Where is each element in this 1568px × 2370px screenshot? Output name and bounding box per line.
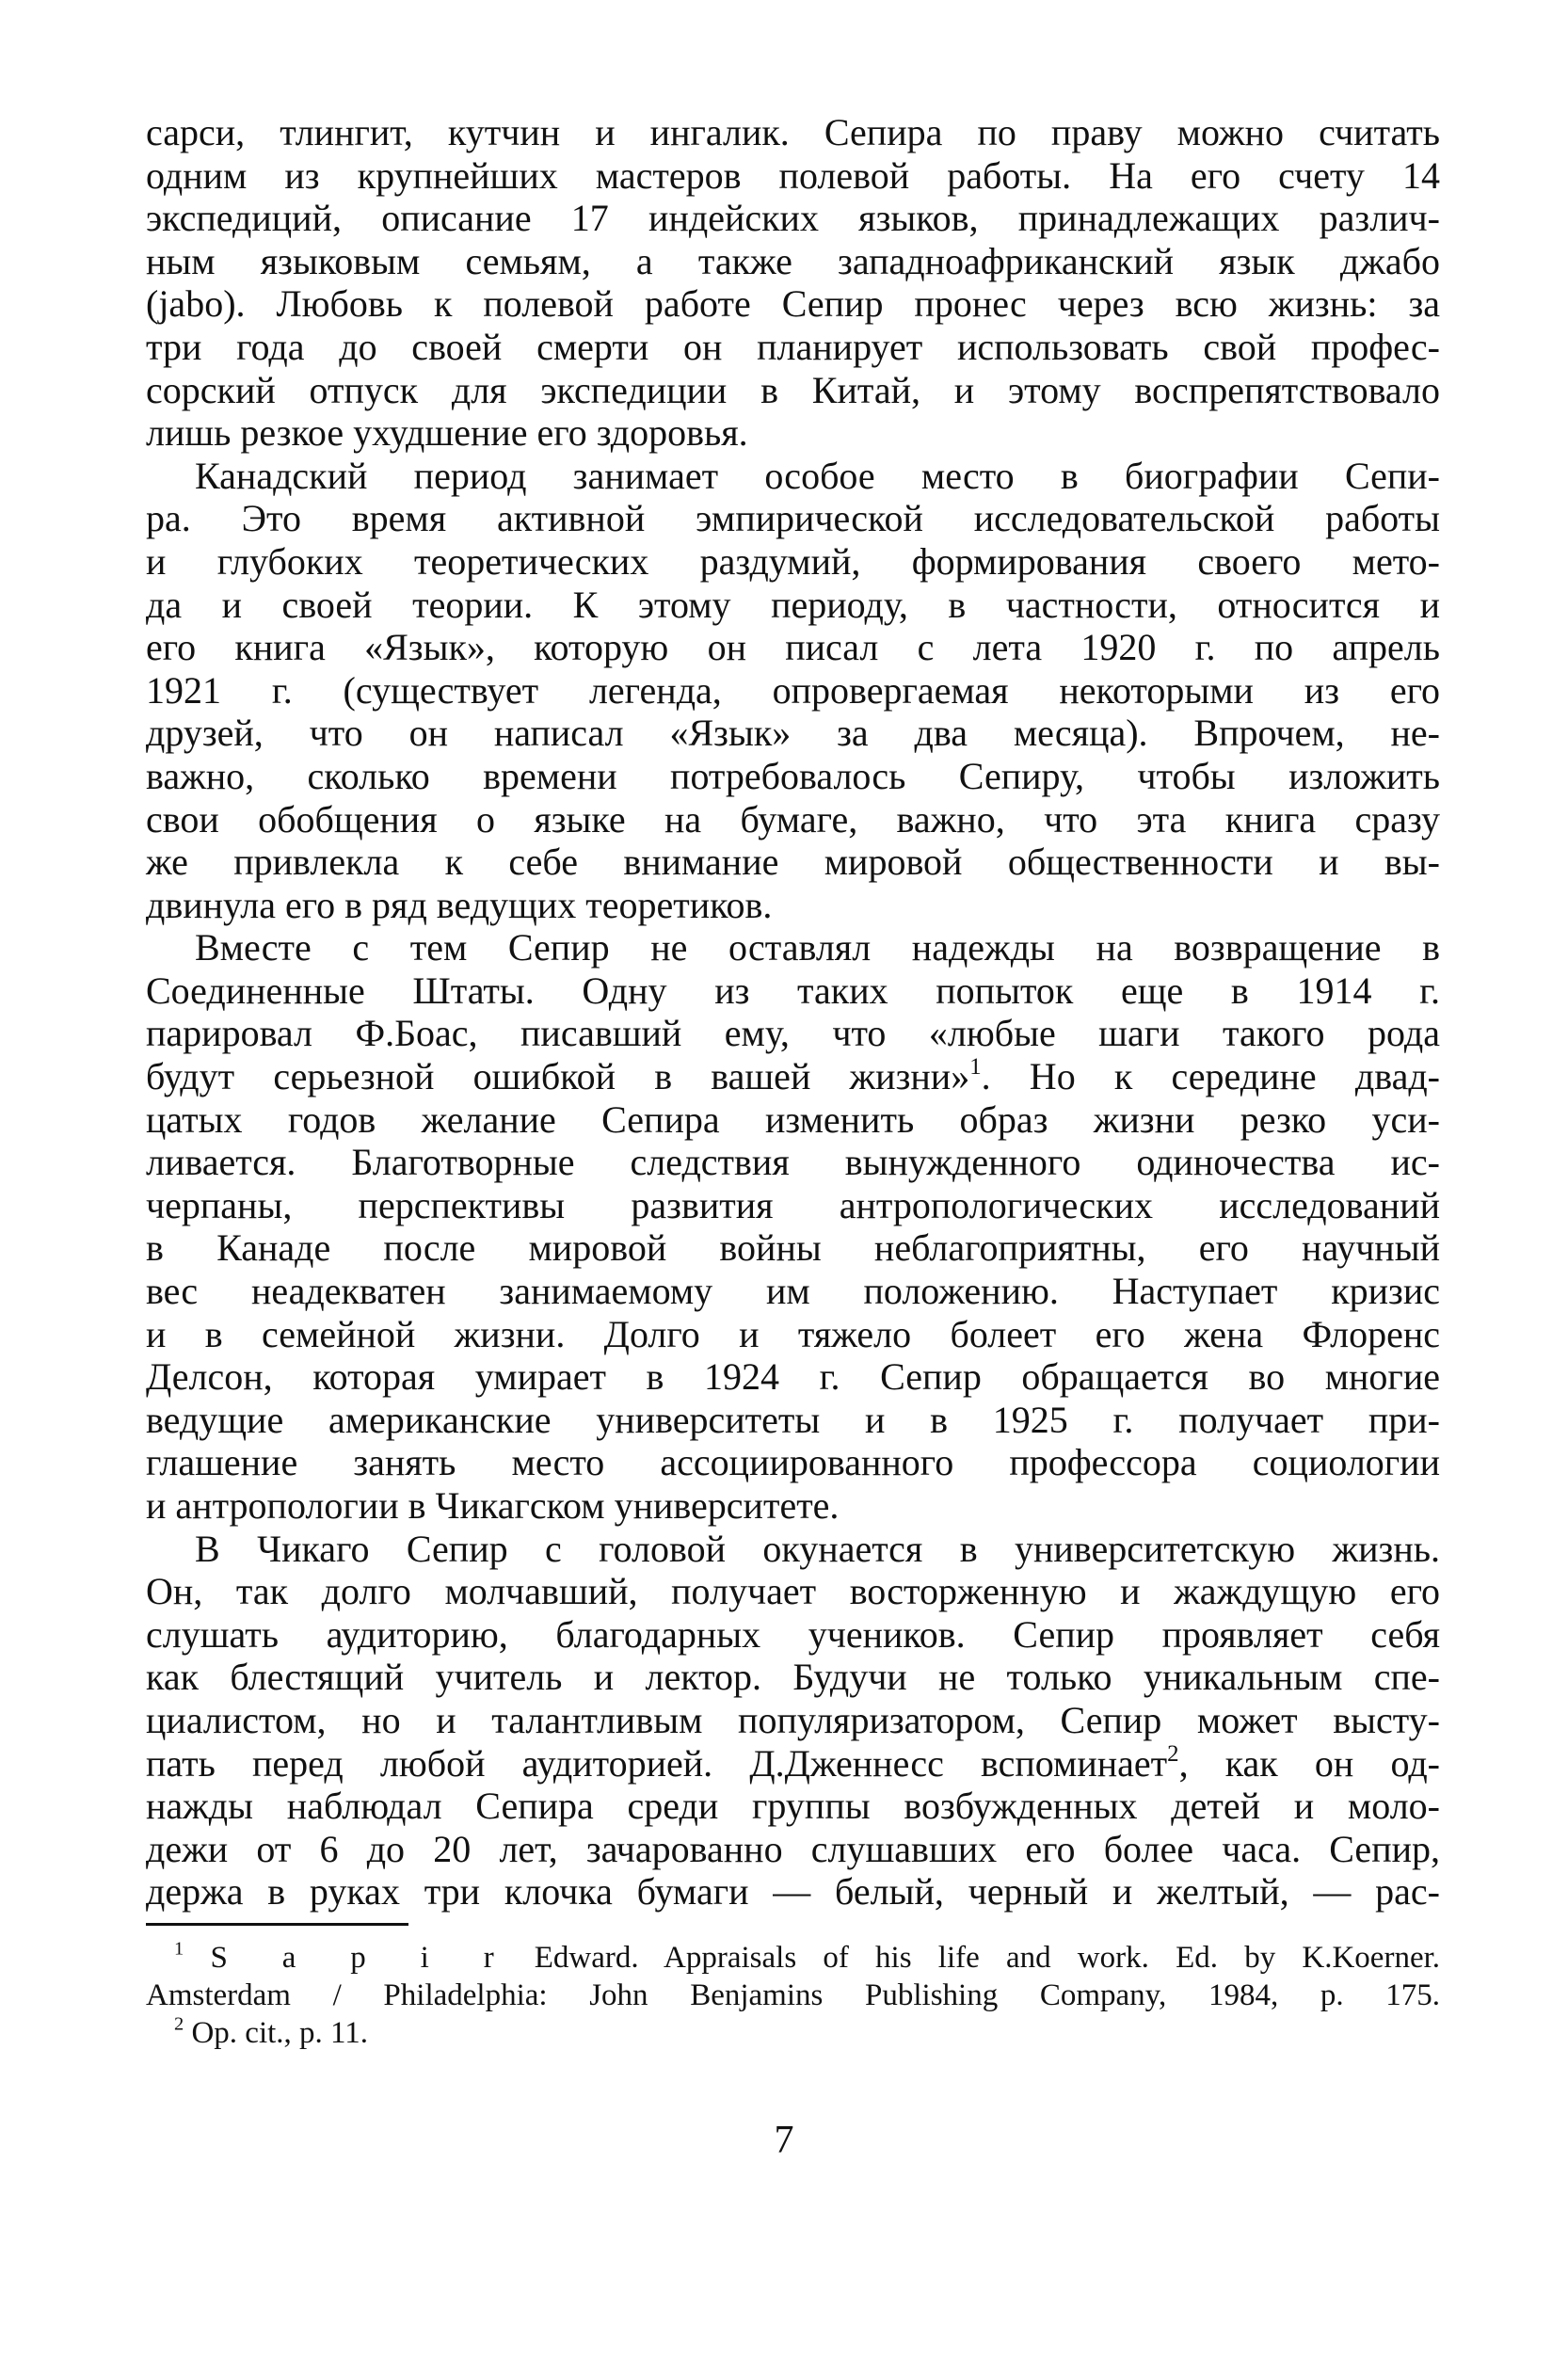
- text-line: нажды наблюдал Сепира среди группы возбужденных детей и моло-: [146, 1785, 1440, 1828]
- footnote-divider: [146, 1923, 408, 1926]
- footnote-mark: 1: [174, 1938, 184, 1960]
- footnote-ref-2: 2: [1167, 1740, 1179, 1767]
- text-line: дежи от 6 до 20 лет, зачарованно слушавших его более часа. Сепир,: [146, 1827, 1440, 1870]
- text-line: (jabo). Любовь к полевой работе Сепир пронес через всю жизнь: за: [146, 282, 1440, 326]
- text-line: в Канаде после мировой войны неблагоприятны, его научный: [146, 1226, 1440, 1270]
- text-line: вес неадекватен занимаемому им положению. Наступает кризис: [146, 1270, 1440, 1313]
- text-line: экспедиций, описание 17 индейских языков, принадлежащих различ-: [146, 197, 1440, 240]
- text-line: парировал Ф.Боас, писавший ему, что «любые шаги такого рода: [146, 1012, 1440, 1055]
- footnote-text: Op. cit., p. 11.: [184, 2016, 369, 2050]
- text-line: и в семейной жизни. Долго и тяжело болеет его жена Флоренс: [146, 1312, 1440, 1355]
- paragraph-start-line: Канадский период занимает особое место в биографии Сепи-: [195, 454, 1440, 497]
- text-line: Он, так долго молчавший, получает восторженную и жаждущую его: [146, 1570, 1440, 1613]
- text-line: как блестящий учитель и лектор. Будучи не только уникальным спе-: [146, 1656, 1440, 1699]
- text-line: 1921 г. (существует легенда, опровергаемая некоторыми из его: [146, 668, 1440, 712]
- text-line: слушать аудиторию, благодарных учеников. Сепир проявляет себя: [146, 1612, 1440, 1656]
- footnote-text: Edward. Appraisals of his life and work. Ed. by K.Koerner.: [507, 1941, 1441, 1975]
- text-line: три года до своей смерти он планирует использовать свой профес-: [146, 325, 1440, 368]
- text-line: да и своей теории. К этому периоду, в частности, относится и: [146, 583, 1440, 626]
- text-segment: , как он од-: [1178, 1741, 1440, 1785]
- text-line: одним из крупнейших мастеров полевой работы. На его счету 14: [146, 153, 1440, 197]
- footnote-2: [146, 2014, 1440, 2052]
- text-line: свои обобщения о языке на бумаге, важно, что эта книга сразу: [146, 797, 1440, 841]
- text-line: черпаны, перспективы развития антропологических исследований: [146, 1183, 1440, 1226]
- text-line: его книга «Язык», которую он писал с лета 1920 г. по апрель: [146, 626, 1440, 669]
- text-line: сарси, тлингит, кутчин и ингалик. Сепира по праву можно считать: [146, 111, 1440, 153]
- text-line: ра. Это время активной эмпирической исследовательской работы: [146, 497, 1440, 540]
- footnotes: [146, 1939, 1440, 2052]
- text-line: ливается. Благотворные следствия вынужденного одиночества ис-: [146, 1141, 1440, 1184]
- text-line-with-footnote: [146, 1742, 1440, 1786]
- text-segment: . Но к середине двад-: [981, 1055, 1440, 1098]
- text-line: важно, сколько времени потребовалось Сепиру, чтобы изложить: [146, 754, 1440, 797]
- text-line: циалистом, но и талантливым популяризатором, Сепир может высту-: [146, 1698, 1440, 1741]
- text-line: глашение занять место ассоциированного профессора социологии: [146, 1441, 1440, 1484]
- footnote-ref-1: 1: [969, 1053, 982, 1080]
- text-line: ным языковым семьям, а также западноафриканский язык джабо: [146, 239, 1440, 282]
- footnote-mark: 2: [174, 2013, 184, 2035]
- text-line: ведущие американские университеты и в 1925 г. получает при-: [146, 1398, 1440, 1441]
- footnote-1: [146, 1939, 1440, 1977]
- paragraph-start-line: Вместе с тем Сепир не оставлял надежды на возвращение в: [195, 926, 1440, 969]
- text-segment: будут серьезной ошибкой в вашей жизни»: [146, 1055, 970, 1098]
- text-line: цатых годов желание Сепира изменить образ жизни резко уси-: [146, 1097, 1440, 1141]
- footnote-author: S a p i r: [210, 1941, 508, 1975]
- text-line: друзей, что он написал «Язык» за два месяца). Впрочем, не-: [146, 712, 1440, 755]
- text-line: же привлекла к себе внимание мировой общественности и вы-: [146, 841, 1440, 884]
- text-line: и глубоких теоретических раздумий, формирования своего мето-: [146, 539, 1440, 583]
- text-line-with-footnote: [146, 1055, 1440, 1098]
- footnote-1-continuation: Amsterdam / Philadelphia: John Benjamins Publishing Company, 1984, p. 175.: [146, 1978, 1440, 2012]
- text-line: сорский отпуск для экспедиции в Китай, и этому воспрепятствовало: [146, 368, 1440, 411]
- text-line: Делсон, которая умирает в 1924 г. Сепир обращается во многие: [146, 1355, 1440, 1399]
- main-text: [146, 111, 1440, 1914]
- text-line: Соединенные Штаты. Одну из таких попыток еще в 1914 г.: [146, 969, 1440, 1012]
- text-line: и антропологии в Чикагском университете.: [146, 1484, 840, 1527]
- text-line: лишь резкое ухудшение его здоровья.: [146, 411, 748, 455]
- text-segment: пать перед любой аудиторией. Д.Дженнесс вспоминает: [146, 1741, 1168, 1785]
- paragraph-start-line: В Чикаго Сепир с головой окунается в университетскую жизнь.: [195, 1527, 1440, 1570]
- text-line: держа в руках три клочка бумаги — белый, черный и желтый, — рас-: [146, 1870, 1440, 1914]
- page-number: 7: [774, 2119, 794, 2162]
- text-line: двинула его в ряд ведущих теоретиков.: [146, 883, 773, 926]
